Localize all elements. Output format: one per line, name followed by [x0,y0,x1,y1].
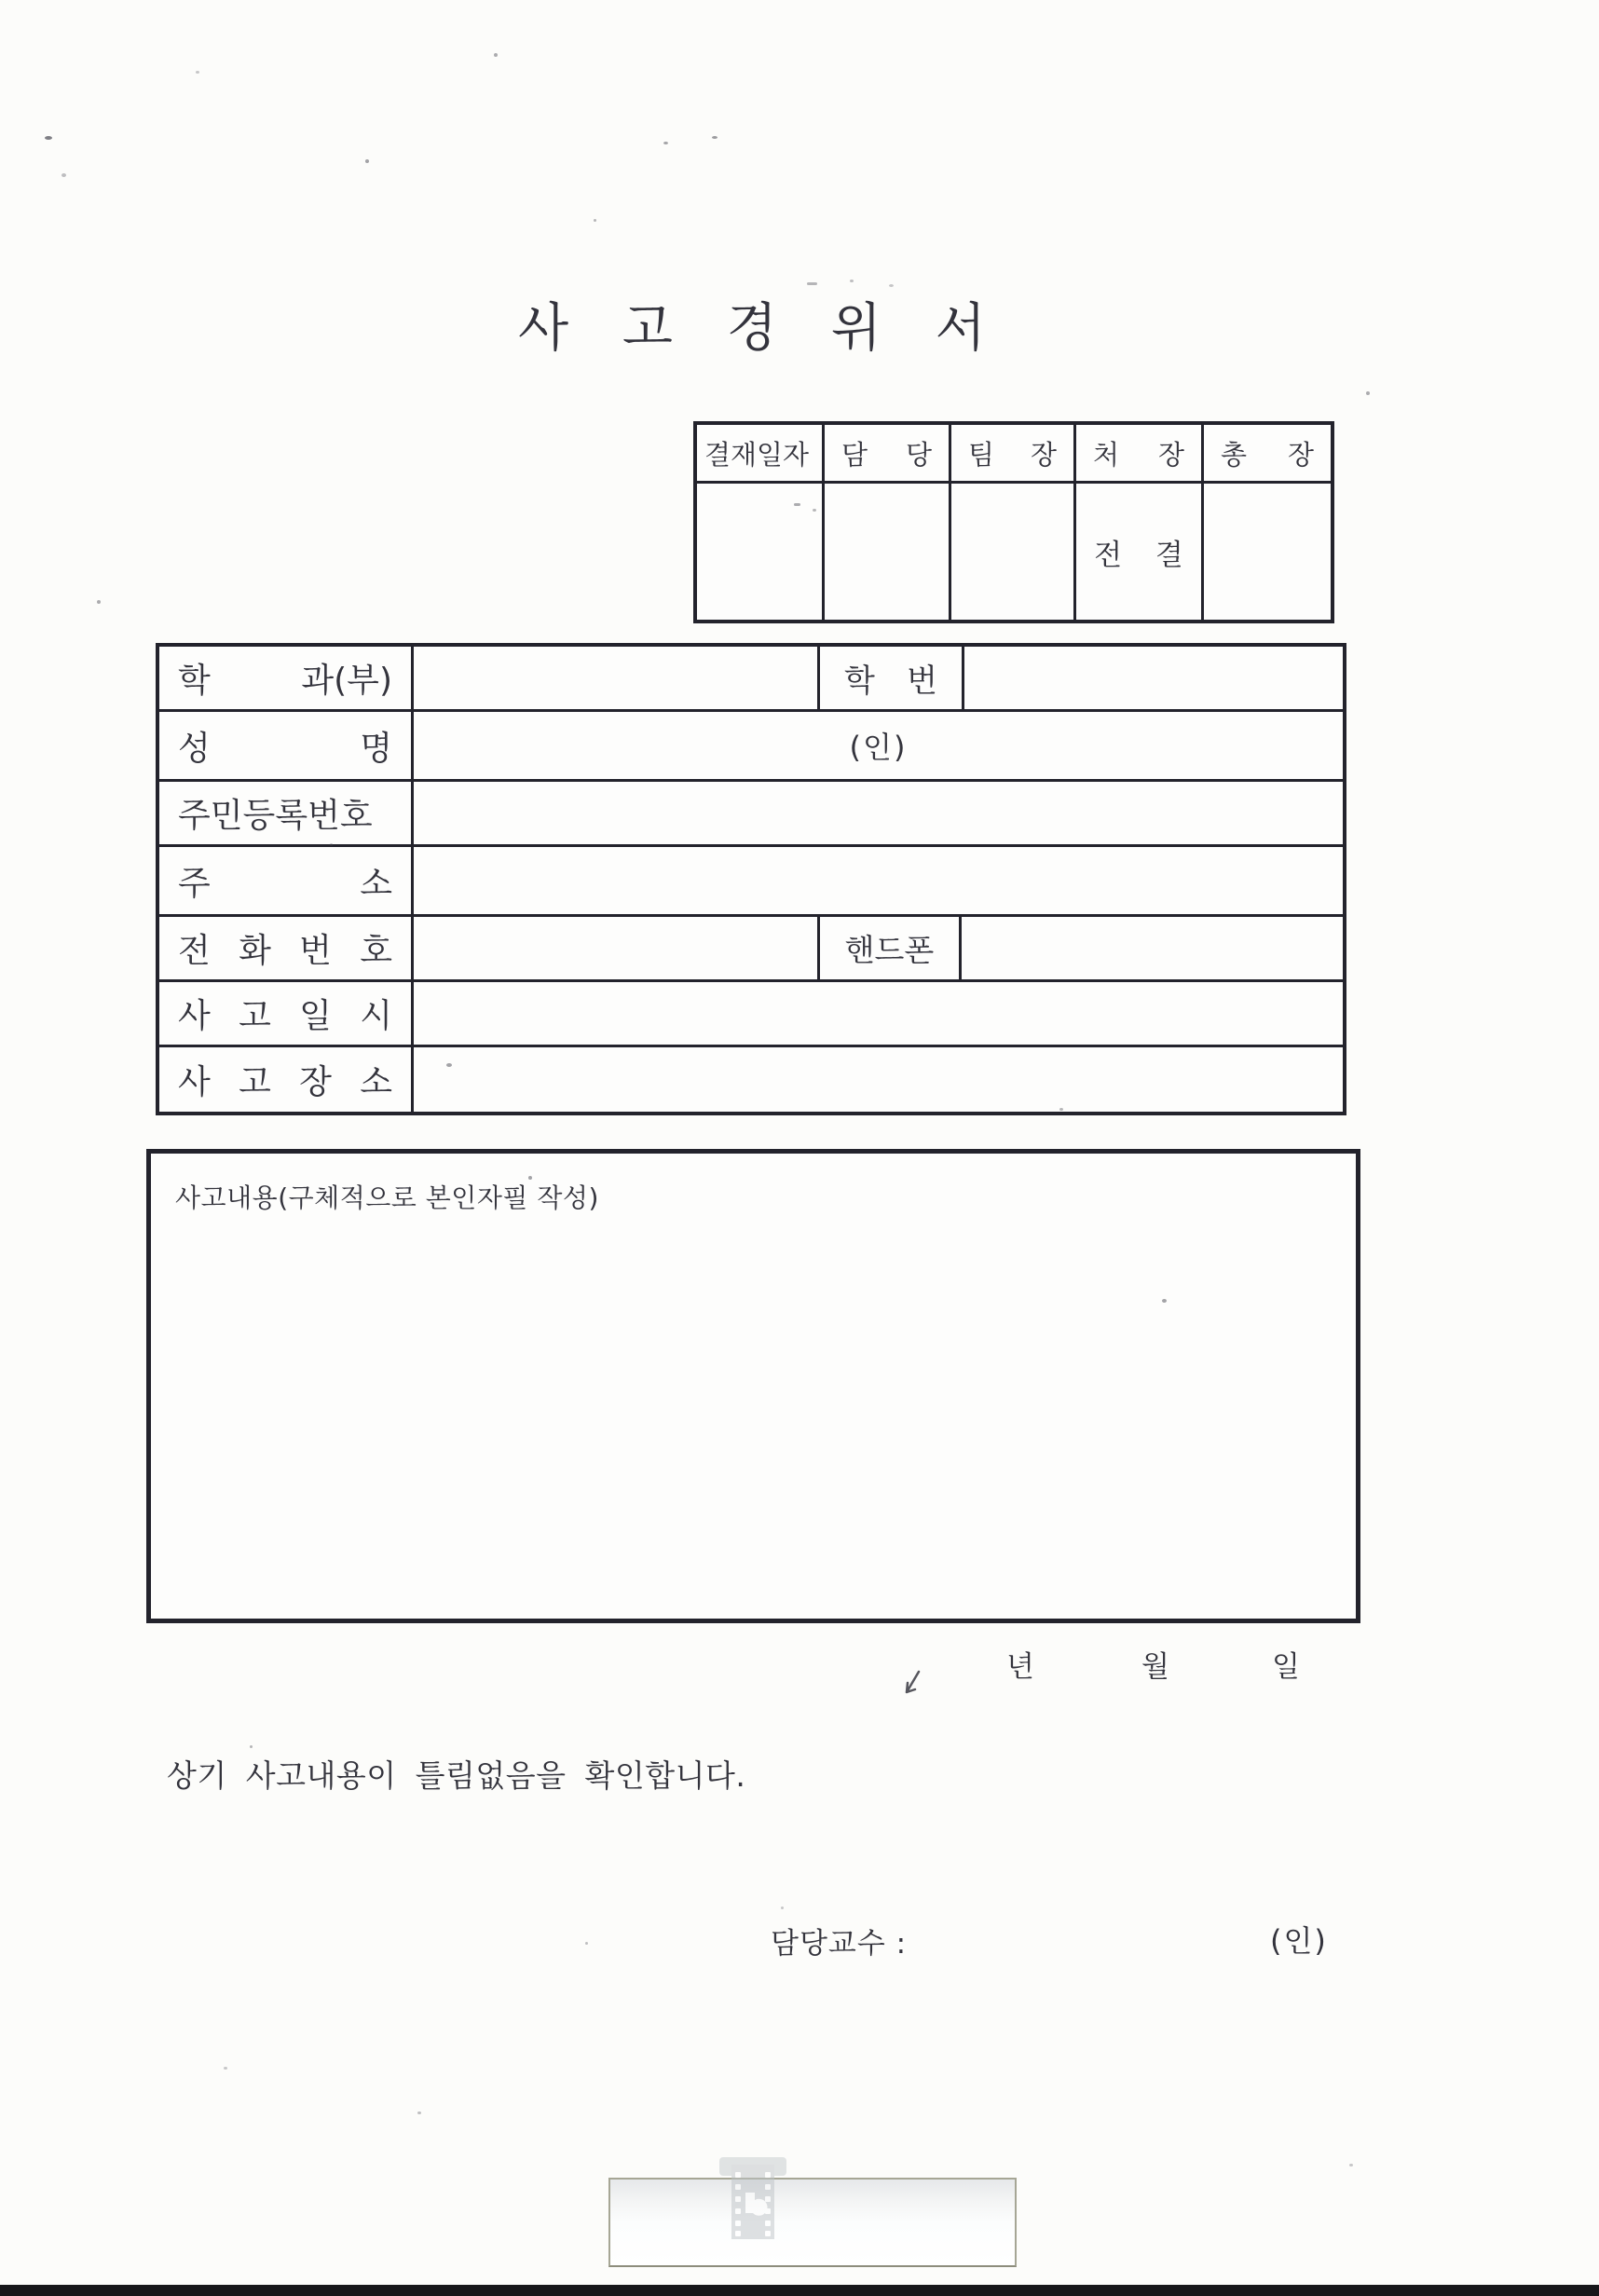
scan-speck [62,173,66,177]
scan-speck [794,503,800,506]
accident-place-label: 사 고 장 소 [178,1063,392,1101]
scan-speck [712,136,718,139]
scan-speck [196,71,199,74]
mobile-label: 핸드폰 [844,932,935,968]
date-month-label: 월 [1141,1650,1169,1684]
name-label-cell [159,712,411,779]
scan-speck [1162,1299,1167,1303]
scan-speck [663,142,668,144]
approval-cell-president [1201,484,1331,620]
scan-speck [365,159,369,163]
scan-speck [807,282,817,285]
student-id-label-cell [817,647,962,709]
approval-header-team-leader: 팀 장 [949,425,1073,481]
scan-speck [585,1942,588,1945]
address-value-cell [411,847,1343,914]
scan-speck [446,1063,452,1067]
scan-speck [528,1176,532,1180]
accident-datetime-value-cell [411,982,1343,1045]
approval-header-staff: 담 당 [822,425,949,481]
table-row-resident-number [159,779,1343,844]
department-label-cell [159,647,411,709]
accident-datetime-label-cell [159,982,411,1045]
jeongyeol-stamp-text: 전 결 [1094,538,1183,572]
student-id-label: 학 번 [844,663,937,700]
name-value-cell [411,712,1343,779]
approval-header-date: 결재일자 [704,438,810,471]
phone-label: 전 화 번 호 [178,932,392,970]
table-row-phone [159,914,1343,979]
phone-value-cell [411,917,817,979]
scan-speck [889,284,894,287]
accident-details-box [146,1149,1360,1623]
resident-number-label: 주민등록번호 [178,797,373,835]
department-label: 학 과(부) [178,662,392,700]
scan-speck [494,53,498,57]
scan-edge-strip [0,2285,1599,2296]
phone-label-cell [159,917,411,979]
resident-number-value-cell [411,782,1343,844]
table-row-accident-place [159,1045,1343,1112]
accident-details-label: 사고내용(구체적으로 본인자필 작성) [175,1182,599,1213]
stray-pen-mark [900,1668,924,1707]
faded-image-placeholder [608,2178,1017,2267]
table-row-name [159,709,1343,779]
scan-speck [45,136,52,140]
confirmation-text: 상기 사고내용이 틀림없음을 확인합니다. [167,1757,746,1794]
scan-speck [1059,1108,1063,1111]
student-id-value-cell [962,647,1343,709]
approval-signature-row [697,484,1331,620]
mobile-value-cell [959,917,1343,979]
table-row-address [159,844,1343,914]
approval-table [693,421,1334,623]
table-row-accident-datetime [159,979,1343,1045]
approval-cell-date [697,484,822,620]
scan-speck [813,509,816,512]
accident-place-label-cell [159,1047,411,1112]
date-year-label: 년 [1006,1650,1034,1684]
scan-speck [417,2112,421,2114]
accident-datetime-label: 사 고 일 시 [178,997,392,1035]
professor-seal-mark: (인) [1270,1923,1328,1959]
approval-header-president: 총 장 [1201,425,1331,481]
department-value-cell [411,647,817,709]
film-strip-icon [710,2157,796,2241]
table-row-department [159,647,1343,709]
approval-cell-team-leader [949,484,1073,620]
scan-speck [1366,391,1370,395]
address-label-cell [159,847,411,914]
scan-speck [250,1745,253,1748]
address-label: 주 소 [178,864,392,903]
scan-speck [781,1906,784,1909]
scan-speck [224,2067,227,2070]
scan-speck [330,843,333,846]
name-seal-mark: (인) [849,730,908,765]
approval-cell-staff [822,484,949,620]
professor-label: 담당교수 : [771,1927,908,1961]
mobile-label-cell [817,917,959,979]
scan-speck [1349,2164,1353,2166]
date-day-label: 일 [1272,1650,1300,1684]
page-title: 사 고 경 위 서 [518,298,987,359]
accident-place-value-cell [411,1047,1343,1112]
scan-speck [97,600,101,604]
approval-header-row [697,425,1331,484]
resident-number-label-cell [159,782,411,844]
student-info-table [156,643,1346,1115]
approval-header-director: 처 장 [1073,425,1201,481]
scan-speck [594,219,596,222]
approval-cell-director [1073,484,1201,620]
name-label: 성 명 [178,729,392,768]
scan-speck [850,280,854,282]
